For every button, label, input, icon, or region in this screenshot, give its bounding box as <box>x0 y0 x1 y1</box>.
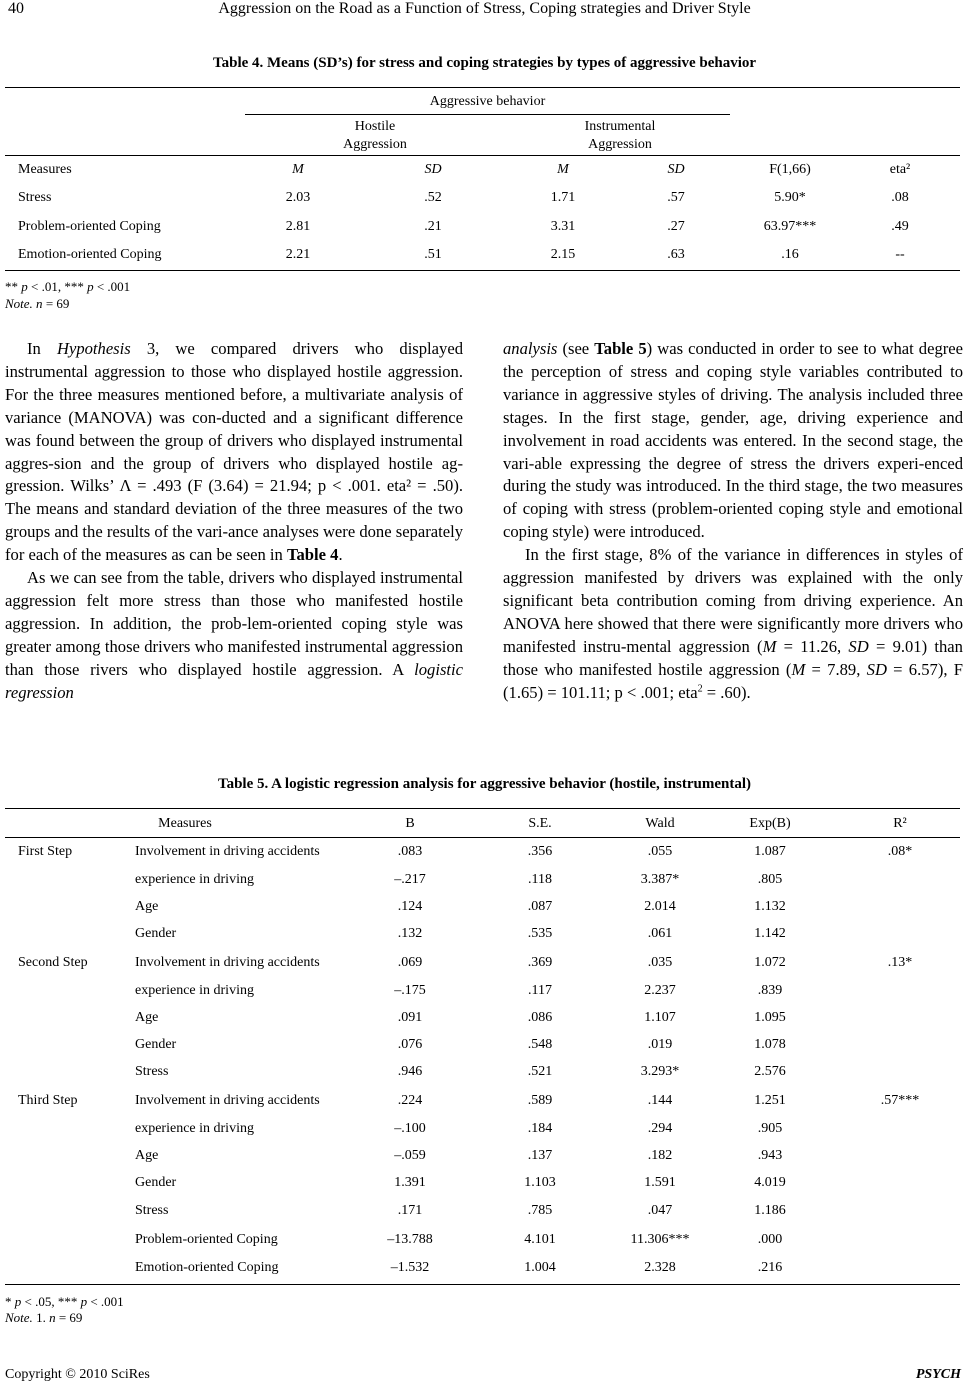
table5-cell: .182 <box>647 1148 673 1163</box>
table5-cell: .13* <box>887 955 913 970</box>
page-number: 40 <box>8 0 24 17</box>
table4-row-measure: Problem-oriented Coping <box>18 219 161 234</box>
table5-row-measure: Involvement in driving accidents <box>135 844 320 859</box>
table5-row-measure: experience in driving <box>135 983 254 998</box>
table4-cell: .51 <box>424 247 442 262</box>
table5-sample-note: Note. 1. n = 69 <box>5 1310 83 1325</box>
table5-cell: .535 <box>527 926 553 941</box>
table5-top-rule <box>5 808 960 809</box>
table5-cell: –1.532 <box>390 1260 430 1275</box>
table5-cell: .08* <box>887 844 913 859</box>
table5-cell: .216 <box>757 1260 783 1275</box>
table4-cell: .27 <box>667 219 685 234</box>
table5-row-measure: Emotion-oriented Coping <box>135 1260 279 1275</box>
table5-cell: .184 <box>527 1121 553 1136</box>
table5-cell: 1.095 <box>754 1010 786 1025</box>
table4-cell: .21 <box>424 219 442 234</box>
table4-cell: .57 <box>667 190 685 205</box>
table5-col-b: B <box>405 816 415 831</box>
table5-cell: –13.788 <box>387 1232 433 1247</box>
table5-cell: 1.004 <box>524 1260 556 1275</box>
table5-row-measure: Gender <box>135 926 177 941</box>
table5-cell: .086 <box>527 1010 553 1025</box>
table5-cell: .124 <box>397 899 423 914</box>
table5-col-se: S.E. <box>528 816 552 831</box>
table5-row-measure: Involvement in driving accidents <box>135 1093 320 1108</box>
table5-cell: .076 <box>397 1037 423 1052</box>
table4-cell: -- <box>895 247 905 262</box>
table5-cell: .035 <box>647 955 673 970</box>
table5-row-measure: Problem-oriented Coping <box>135 1232 278 1247</box>
hostile-line2: Aggression <box>343 137 407 152</box>
footer-journal: PSYCH <box>915 1367 961 1382</box>
hostile-line1: Hostile <box>354 119 396 134</box>
table4-cell: .08 <box>891 190 909 205</box>
table5-cell: .083 <box>397 844 423 859</box>
table4-col-f: F(1,66) <box>769 162 811 177</box>
table5-row-measure: Gender <box>135 1175 177 1190</box>
table5-cell: 1.103 <box>524 1175 556 1190</box>
table4-top-rule <box>5 87 960 88</box>
paragraph: As we can see from the table, drivers who displayed instrumental aggression felt more stress than those who manifested hostile aggression. In addition, the prob-lem-oriented coping style was greater among those drivers who manifested instrumental aggression than those rivers who displayed hostile aggression. A logistic regression <box>5 568 463 702</box>
table5-cell: 2.014 <box>644 899 676 914</box>
table5-cell: 2.328 <box>644 1260 676 1275</box>
table5-cell: 1.591 <box>644 1175 676 1190</box>
table5-cell: .294 <box>647 1121 673 1136</box>
table5-cell: .943 <box>757 1148 783 1163</box>
table4-row-measure: Stress <box>18 190 52 205</box>
table5-header-rule <box>5 837 960 838</box>
table5-cell: .047 <box>647 1203 673 1218</box>
table5-cell: .57*** <box>880 1093 920 1108</box>
table5-cell: .946 <box>397 1064 423 1079</box>
table5-caption: Table 5. A logistic regression analysis for aggressive behavior (hostile, instrumental) <box>217 776 752 792</box>
table5-row-measure: Age <box>135 1148 159 1163</box>
table5-cell: 4.101 <box>524 1232 556 1247</box>
table5-cell: .091 <box>397 1010 423 1025</box>
table5-cell: .356 <box>527 844 553 859</box>
table5-row-measure: Age <box>135 1010 159 1025</box>
instrumental-line1: Instrumental <box>584 119 656 134</box>
body-right-column <box>503 338 963 705</box>
table4-caption: Table 4. Means (SD’s) for stress and coping strategies by types of aggressive behavior <box>212 55 757 71</box>
table5-cell: –.217 <box>394 872 426 887</box>
table4-cell: 1.71 <box>550 190 576 205</box>
table4-col-measures: Measures <box>18 162 72 177</box>
table5-cell: –.175 <box>394 983 426 998</box>
table5-cell: .069 <box>397 955 423 970</box>
table4-col-m2: M <box>557 162 569 177</box>
table5-cell: .521 <box>527 1064 553 1079</box>
table5-cell: 3.293* <box>640 1064 680 1079</box>
table4-cell: 2.03 <box>285 190 311 205</box>
table5-cell: .589 <box>527 1093 553 1108</box>
table5-cell: .144 <box>647 1093 673 1108</box>
table5-cell: 2.237 <box>644 983 676 998</box>
table5-cell: 1.391 <box>394 1175 426 1190</box>
table5-cell: .137 <box>527 1148 553 1163</box>
table5-cell: .118 <box>528 872 552 887</box>
table5-cell: .839 <box>757 983 783 998</box>
table5-cell: 4.019 <box>754 1175 786 1190</box>
table4-hostile-header <box>300 118 450 154</box>
table4-row-measure: Emotion-oriented Coping <box>18 247 162 262</box>
table5-cell: .785 <box>527 1203 553 1218</box>
table4-cell: 2.81 <box>285 219 311 234</box>
table5-col-wald: Wald <box>645 816 675 831</box>
table5-cell: 1.078 <box>754 1037 786 1052</box>
table4-significance-note: ** p < .01, *** p < .001 <box>5 279 131 294</box>
table5-cell: –.059 <box>394 1148 426 1163</box>
paragraph: In Hypothesis 3, we compared drivers who displayed instrumental aggression to those who displayed hostile aggression. For the three measures mentioned before, a multivariate analysis of variance (MANOVA) was con-ducted and a significant difference was found between the group of drivers who displayed instrumental aggres-sion and the group of drivers who displayed hostile ag-gression. Wilks’ Λ = .493 (F (3.64) = 21.94; p < .001. eta² = .50). The means and standard deviation of the three measures of the two groups and the results of the vari-ance analyses were done separately for each of the measures as can be seen in Table 4. <box>5 339 463 565</box>
table4-col-sd1: SD <box>424 162 442 177</box>
table4-col-sd2: SD <box>667 162 685 177</box>
table5-row-measure: Stress <box>135 1203 169 1218</box>
table4-cell: .52 <box>424 190 442 205</box>
table5-cell: .132 <box>397 926 423 941</box>
table5-significance-note: * p < .05, *** p < .001 <box>5 1294 124 1309</box>
table5-cell: .171 <box>397 1203 423 1218</box>
table5-cell: –.100 <box>394 1121 426 1136</box>
table5-col-measures: Measures <box>158 816 212 831</box>
table5-cell: .000 <box>757 1232 783 1247</box>
table5-cell: .905 <box>757 1121 783 1136</box>
table4-cell: .49 <box>891 219 909 234</box>
table5-cell: .805 <box>757 872 783 887</box>
table5-row-measure: Age <box>135 899 159 914</box>
table5-cell: 2.576 <box>754 1064 786 1079</box>
table5-cell: .087 <box>527 899 553 914</box>
table4-sample-note: Note. n = 69 <box>5 296 70 311</box>
instrumental-line2: Aggression <box>588 137 652 152</box>
table4-group-rule <box>245 114 730 115</box>
table5-cell: .369 <box>527 955 553 970</box>
table5-cell: 1.186 <box>754 1203 786 1218</box>
table5-cell: .055 <box>647 844 673 859</box>
table5-row-measure: experience in driving <box>135 1121 254 1136</box>
table5-cell: 1.132 <box>754 899 786 914</box>
table4-group-header: Aggressive behavior <box>429 94 546 109</box>
table5-cell: .548 <box>527 1037 553 1052</box>
table5-col-expb: Exp(B) <box>749 816 791 831</box>
table5-cell: .061 <box>647 926 673 941</box>
table4-bottom-rule <box>5 270 960 271</box>
table4-cell: 3.31 <box>550 219 576 234</box>
table4-instrumental-header <box>545 118 695 154</box>
table5-cell: 1.107 <box>644 1010 676 1025</box>
table5-cell: 1.072 <box>754 955 786 970</box>
paragraph: analysis (see Table 5) was conducted in order to see to what degree the perception of stress and coping style variables contributed to variance in aggressive styles of driving. The analysis included three stages. In the first stage, gender, age, driving experience and involvement in road accidents was entered. In the second stage, the vari-able expressing the degree of stress the drivers experi-enced during the study was introduced. In the third stage, the two measures of coping with stress (problem-oriented coping style and emotional coping style) were introduced. <box>503 339 964 542</box>
table5-row-measure: experience in driving <box>135 872 254 887</box>
table5-cell: 11.306*** <box>630 1232 690 1247</box>
table5-cell: 1.142 <box>754 926 786 941</box>
table5-cell: 1.087 <box>754 844 786 859</box>
table5-col-r2: R² <box>893 816 907 831</box>
table4-cell: .16 <box>781 247 799 262</box>
footer-copyright: Copyright © 2010 SciRes <box>5 1367 150 1382</box>
table5-step-label: First Step <box>18 844 73 859</box>
body-left-column <box>5 338 463 705</box>
table4-cell: .63 <box>667 247 685 262</box>
table4-col-m1: M <box>292 162 304 177</box>
table4-header-rule <box>5 155 960 156</box>
paragraph: In the first stage, 8% of the variance in differences in styles of aggression manifested by drivers was explained with the only significant beta contribution coming from driving experience. An ANOVA here showed that there were significantly more drivers who manifested instru-mental aggression (M = 11.26, SD = 9.01) than those who manifested hostile aggression (M = 7.89, SD = 6.57), F (1.65) = 101.11; p < .001; eta$^2$ = .60). <box>503 545 964 702</box>
table5-cell: .224 <box>397 1093 423 1108</box>
table5-row-measure: Stress <box>135 1064 169 1079</box>
table5-cell: 1.251 <box>754 1093 786 1108</box>
table4-cell: 2.15 <box>550 247 576 262</box>
table5-row-measure: Involvement in driving accidents <box>135 955 320 970</box>
running-title: Aggression on the Road as a Function of Stress, Coping strategies and Driver Style <box>218 0 751 17</box>
table5-step-label: Second Step <box>18 955 88 970</box>
table5-row-measure: Gender <box>135 1037 177 1052</box>
table5-cell: 3.387* <box>640 872 680 887</box>
table5-step-label: Third Step <box>18 1093 78 1108</box>
table5-cell: .117 <box>528 983 552 998</box>
table5-cell: .019 <box>647 1037 673 1052</box>
table4-cell: 63.97*** <box>763 219 817 234</box>
table4-cell: 5.90* <box>774 190 806 205</box>
table5-bottom-rule <box>5 1284 960 1285</box>
table4-col-eta: eta² <box>889 162 911 177</box>
table4-cell: 2.21 <box>285 247 311 262</box>
